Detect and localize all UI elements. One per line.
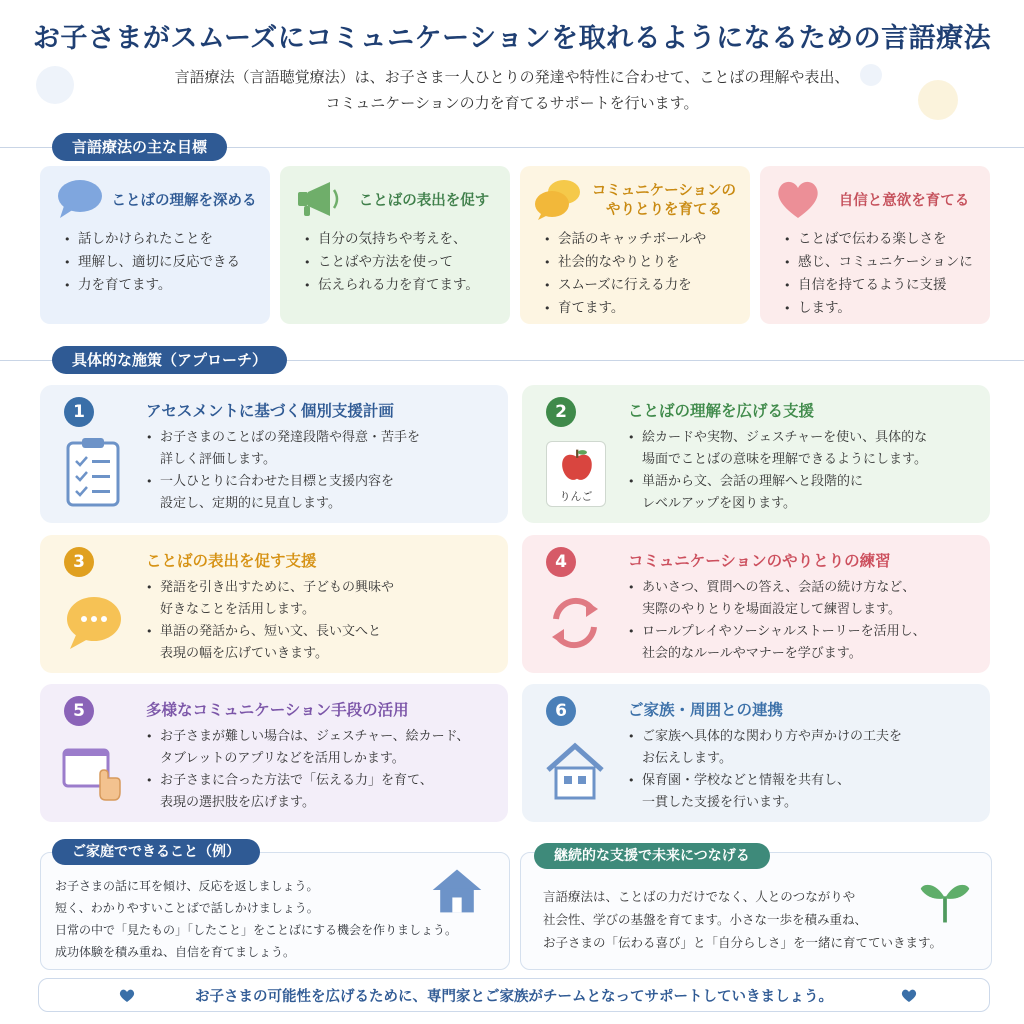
future-text bbox=[543, 885, 942, 954]
goal-card-interaction bbox=[520, 166, 750, 324]
goal-item: • 社会的なやりとりを bbox=[544, 251, 740, 274]
approach-list bbox=[144, 577, 492, 665]
goal-item: • 育てます。 bbox=[544, 297, 740, 320]
approach-line: 単語の発話から、短い文、長い文へと bbox=[160, 624, 382, 639]
approach-title: ことばの理解を広げる支援 bbox=[628, 402, 815, 420]
speech-bubble-icon bbox=[52, 176, 104, 222]
goal-item: • 伝えられる力を育てます。 bbox=[304, 274, 500, 297]
intro-text bbox=[100, 64, 924, 116]
approach-line: 発語を引き出すために、子どもの興味や bbox=[160, 580, 395, 595]
goal-item: • 話しかけられたことを bbox=[64, 228, 260, 251]
goal-list bbox=[784, 228, 980, 320]
approach-item bbox=[144, 770, 492, 814]
approach-item bbox=[626, 770, 974, 814]
approach-title: ご家族・周囲との連携 bbox=[628, 701, 784, 719]
chat-bubble-icon bbox=[62, 585, 124, 657]
goal-item: • 自分の気持ちや考えを、 bbox=[304, 228, 500, 251]
home-tip: お子さまの話に耳を傾け、反応を返しましょう。 bbox=[55, 879, 319, 893]
future-line: お子さまの「伝わる喜び」と「自分らしさ」を一緒に育てていきます。 bbox=[543, 935, 943, 950]
step-number: 3 bbox=[64, 547, 94, 577]
goal-title: コミュニケーションのやりとりを育てる bbox=[591, 183, 737, 218]
approach-card-4 bbox=[522, 535, 990, 673]
approach-list bbox=[144, 726, 492, 814]
apple-picture-card-icon bbox=[546, 441, 606, 507]
approach-card-6 bbox=[522, 684, 990, 822]
approach-item bbox=[144, 471, 492, 515]
goal-item: • 力を育てます。 bbox=[64, 274, 260, 297]
approach-list bbox=[626, 726, 974, 814]
footer-banner bbox=[38, 978, 990, 1012]
intro-line: コミュニケーションの力を育てるサポートを行います。 bbox=[325, 94, 699, 112]
goal-list bbox=[64, 228, 260, 297]
home-tip: 短く、わかりやすいことばで話しかけましょう。 bbox=[55, 901, 319, 915]
goal-title: ことばの理解を深める bbox=[111, 192, 257, 209]
goals-section-label: 言語療法の主な目標 bbox=[52, 133, 227, 161]
approach-title: コミュニケーションのやりとりの練習 bbox=[628, 552, 891, 570]
goal-item: • 会話のキャッチボールや bbox=[544, 228, 740, 251]
approach-list bbox=[144, 427, 492, 515]
tablet-touch-icon bbox=[62, 734, 124, 806]
home-tips-box bbox=[40, 852, 510, 970]
approach-line: 場面でことばの意味を理解できるようにします。 bbox=[642, 452, 927, 467]
megaphone-icon bbox=[292, 176, 344, 222]
sprout-icon bbox=[917, 877, 973, 925]
goal-item: • ことばや方法を使って bbox=[304, 251, 500, 274]
house-icon bbox=[429, 865, 485, 915]
approach-line: 好きなことを活用します。 bbox=[160, 602, 315, 617]
step-number: 2 bbox=[546, 397, 576, 427]
goal-list bbox=[544, 228, 740, 320]
approach-item bbox=[626, 621, 974, 665]
approach-line: ロールプレイやソーシャルストーリーを活用し、 bbox=[642, 624, 926, 639]
approach-line: 表現の選択肢を広げます。 bbox=[160, 795, 315, 810]
approach-item bbox=[144, 427, 492, 471]
goal-item: • します。 bbox=[784, 297, 980, 320]
approach-line: ご家族へ具体的な関わり方や声かけの工夫を bbox=[642, 729, 903, 744]
approach-list bbox=[626, 577, 974, 665]
approach-line: お子さまが難しい場合は、ジェスチャー、絵カード、 bbox=[160, 729, 470, 744]
intro-line: 言語療法（言語聴覚療法）は、お子さま一人ひとりの発達や特性に合わせて、ことばの理解や表出、 bbox=[174, 68, 850, 86]
approach-item bbox=[626, 726, 974, 770]
page-title: お子さまがスムーズにコミュニケーションを取れるようになるための言語療法 bbox=[32, 23, 992, 54]
approach-line: お子さまに合った方法で「伝える力」を育て、 bbox=[160, 773, 433, 788]
refresh-cycle-icon bbox=[544, 585, 606, 657]
heart-icon bbox=[901, 988, 917, 1003]
approach-title: 多様なコミュニケーション手段の活用 bbox=[146, 701, 409, 719]
approach-card-2 bbox=[522, 385, 990, 523]
home-tip: 成功体験を積み重ね、自信を育てましょう。 bbox=[55, 945, 296, 959]
approach-card-1 bbox=[40, 385, 508, 523]
approach-title: アセスメントに基づく個別支援計画 bbox=[146, 402, 394, 420]
apple-icon bbox=[547, 446, 607, 486]
approach-item bbox=[144, 577, 492, 621]
goal-item: • スムーズに行える力を bbox=[544, 274, 740, 297]
goal-card-understanding bbox=[40, 166, 270, 324]
goal-card-confidence bbox=[760, 166, 990, 324]
goal-item: • ことばで伝わる楽しさを bbox=[784, 228, 980, 251]
approach-item bbox=[144, 621, 492, 665]
step-number: 6 bbox=[546, 696, 576, 726]
heart-icon bbox=[119, 988, 135, 1003]
goal-item: • 感じ、コミュニケーションに bbox=[784, 251, 980, 274]
goal-item: • 自信を持てるように支援 bbox=[784, 274, 980, 297]
clipboard-checklist-icon bbox=[62, 435, 124, 507]
heart-icon bbox=[772, 176, 824, 222]
footer-text: お子さまの可能性を広げるために、専門家とご家族がチームとなってサポートしていきましょう。 bbox=[195, 988, 833, 1005]
conversation-bubbles-icon bbox=[532, 176, 584, 222]
approach-line: レベルアップを図ります。 bbox=[642, 496, 797, 511]
approach-line: あいさつ、質問への答え、会話の続け方など、 bbox=[642, 580, 916, 595]
approach-list bbox=[626, 427, 974, 515]
decor-circle bbox=[918, 80, 958, 120]
goal-item: • 理解し、適切に反応できる bbox=[64, 251, 260, 274]
future-line: 社会性、学びの基盤を育てます。小さな一歩を積み重ね、 bbox=[543, 912, 868, 927]
approach-item bbox=[144, 726, 492, 770]
step-number: 5 bbox=[64, 696, 94, 726]
approach-line: 詳しく評価します。 bbox=[160, 452, 276, 467]
goal-title: ことばの表出を促す bbox=[358, 192, 490, 209]
goal-card-expression bbox=[280, 166, 510, 324]
approach-title: ことばの表出を促す支援 bbox=[146, 552, 317, 570]
decor-circle bbox=[36, 66, 74, 104]
step-number: 1 bbox=[64, 397, 94, 427]
approach-card-5 bbox=[40, 684, 508, 822]
step-number: 4 bbox=[546, 547, 576, 577]
future-box bbox=[520, 852, 992, 970]
approach-line: タブレットのアプリなどを活用しかます。 bbox=[160, 751, 405, 766]
approach-line: 一人ひとりに合わせた目標と支援内容を bbox=[160, 474, 395, 489]
future-section-label: 継続的な支援で未来につなげる bbox=[534, 843, 770, 869]
home-tip: 日常の中で「見たもの」「したこと」をことばにする機会を作りましょう。 bbox=[55, 923, 458, 937]
approach-line: 設定し、定期的に見直します。 bbox=[160, 496, 341, 511]
approach-line: 一貫した支援を行います。 bbox=[642, 795, 797, 810]
approach-line: お子さまのことばの発達段階や得意・苦手を bbox=[160, 430, 421, 445]
home-section-label: ご家庭でできること（例） bbox=[52, 839, 260, 865]
approach-line: 絵カードや実物、ジェスチャーを使い、具体的な bbox=[642, 430, 928, 445]
future-line: 言語療法は、ことばの力だけでなく、人とのつながりや bbox=[543, 889, 856, 904]
goal-list bbox=[304, 228, 500, 297]
approach-line: 単語から文、会話の理解へと段階的に bbox=[642, 474, 864, 489]
picture-card-label: りんご bbox=[559, 490, 593, 503]
approach-item bbox=[626, 427, 974, 471]
goal-title: 自信と意欲を育てる bbox=[838, 192, 970, 209]
approach-section-label: 具体的な施策（アプローチ） bbox=[52, 346, 287, 374]
home-tips-list bbox=[55, 875, 457, 963]
approach-item bbox=[626, 577, 974, 621]
house-icon bbox=[544, 734, 606, 806]
approach-line: お伝えします。 bbox=[642, 751, 732, 766]
approach-line: 社会的なルールやマナーを学びます。 bbox=[642, 646, 862, 661]
approach-line: 保育園・学校などと情報を共有し、 bbox=[642, 773, 851, 788]
approach-line: 表現の幅を広げていきます。 bbox=[160, 646, 328, 661]
approach-card-3 bbox=[40, 535, 508, 673]
approach-item bbox=[626, 471, 974, 515]
approach-line: 実際のやりとりを場面設定して練習します。 bbox=[642, 602, 901, 617]
